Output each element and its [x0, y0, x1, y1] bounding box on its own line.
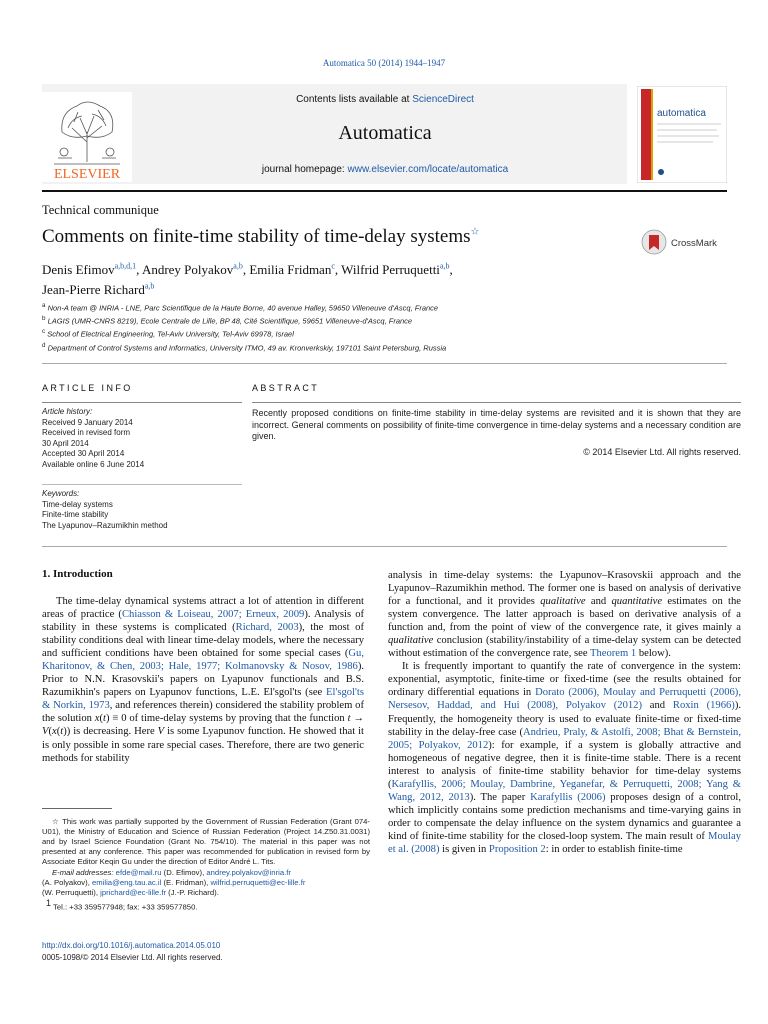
body-divider	[42, 546, 727, 547]
author-affiliation-marks[interactable]: c	[331, 262, 335, 271]
affiliation: $^c$ School of Electrical Engineering, Tel-Aviv University, Tel-Aviv 69978, Israel	[42, 328, 294, 339]
author[interactable]: Denis Efimov$^{a,b,d,1}$,	[42, 262, 142, 278]
homepage-line	[150, 164, 620, 175]
funding-footnote: ☆ This work was partially supported by the Government of Russian Federation (Grant 074-U01), the Ministry of Education and Science of Russian Federation (Project 14.Z50.31.0031) and by Israel Science Foundation (Grant No. 754/10). The material in this paper was not presented at any conference. This paper was recommended for publication in revised form by Associate Editor Keqin Gu under the direction of Editor André L. Tits.	[42, 817, 370, 866]
footnote-rule	[42, 808, 112, 809]
head-divider	[42, 363, 727, 364]
abstract-heading: ABSTRACT	[252, 383, 320, 393]
history-item: 30 April 2014	[42, 438, 89, 448]
sciencedirect-link[interactable]: ScienceDirect	[412, 94, 474, 105]
crossmark-label: CrossMark	[671, 238, 717, 249]
footnotes	[42, 817, 370, 913]
title-footnote-mark[interactable]: ☆	[470, 226, 480, 238]
article-title	[42, 226, 479, 248]
history-item: Received in revised form	[42, 428, 131, 437]
affiliation: $^d$ Department of Control Systems and Informatics, University ITMO, 49 av. Kronverkskiy, 197101 Saint Petersburg, Russia	[42, 342, 447, 353]
affiliation: $^a$ Non-A team @ INRIA - LNE, Parc Scientifique de la Haute Borne, 40 avenue Halley, 59650 Villeneuve d'Ascq, France	[42, 302, 439, 313]
author[interactable]: Andrey Polyakov$^{a,b}$,	[141, 262, 250, 278]
section-heading: 1. Introduction	[42, 568, 113, 580]
keyword: Finite-time stability	[42, 510, 109, 519]
article-info-rule	[42, 402, 242, 403]
history-item: Available online 6 June 2014	[42, 459, 145, 469]
abstract-text: Recently proposed conditions on finite-time stability in time-delay systems are revisited and it is shown that they are incorrect. General comments on possibility of finite-time convergence in time-delay systems and a necessary condition are given.	[252, 408, 741, 441]
author[interactable]: Emilia Fridman$^c$,	[249, 262, 342, 278]
email-link[interactable]: efde@mail.ru	[115, 868, 162, 877]
homepage-link[interactable]: www.elsevier.com/locate/automatica	[347, 164, 509, 175]
author-list	[42, 259, 602, 298]
doi-link[interactable]: http://dx.doi.org/10.1016/j.automatica.2014.05.010	[42, 941, 221, 950]
issn-line: 0005-1098/© 2014 Elsevier Ltd. All rights reserved.	[42, 953, 223, 962]
journal-citation-link[interactable]: Automatica 50 (2014) 1944–1947	[322, 58, 446, 68]
article-type: Technical communique	[42, 203, 159, 217]
email-link[interactable]: wilfrid.perruquetti@ec-lille.fr	[210, 878, 306, 887]
article-title-text: Comments on finite-time stability of time-delay systems	[42, 226, 471, 247]
keyword: Time-delay systems	[42, 499, 113, 509]
keywords	[42, 489, 242, 531]
author-affiliation-marks[interactable]: a,b,d,1	[114, 262, 137, 271]
keywords-rule	[42, 484, 242, 485]
email-link[interactable]: jprichard@ec-lille.fr	[100, 888, 167, 897]
author-affiliation-marks[interactable]: a,b	[144, 281, 155, 291]
abstract-rule	[252, 402, 741, 403]
tel-footnote: $^1$ Tel.: +33 359577948; fax: +33 359577850.	[46, 898, 198, 912]
body-column-left: The time-delay dynamical systems attract a lot of attention in different areas of practice (Chiasson & Loiseau, 2007; Erneux, 2009). Analysis of stability in these systems is complicated (Richard, 2003), the most of stability conditions deal with linear time-delay models, where the necessary and sufficient conditions have been obtained for some special cases (Gu, Kharitonov, & Chen, 2003; Hale, 1977; Kolmanovsky & Nosov, 1986). Prior to N.N. Krasovskii's papers on Lyapunov functionals and B.S. Razumikhin's papers on Lyapunov functions, L.E. El'sgol'ts (see El'sgol'ts & Norkin, 1973, and references therein) considered the stability problem of the solution x(t) ≡ 0 of time-delay systems by proving that the function t → V(x(t)) is decreasing. Here V is some Lyapunov function. He showed that it is only possible in some rare special cases. Therefore, there are two generic methods for stability	[42, 596, 365, 764]
author-affiliation-marks[interactable]: a,b	[439, 262, 450, 271]
journal-name: Automatica	[338, 122, 432, 144]
contents-prefix: Contents lists available at	[296, 94, 413, 105]
cover-title: automatica	[657, 108, 706, 119]
body-column-right: analysis in time-delay systems: the Lyapunov–Krasovskii approach and the Lyapunov–Razumikhin method. The former one is based on analysis of derivative for a functional, and it provides qualitative and quantitative estimates on the system convergence. The latter approach is based on derivative analysis of a function and, from the point of view of the convergence rate, it gives mainly a qualitative conclusion (stability/instability of a time-delay system can be detected without estimation of the convergence rate, see Theorem 1 below). It is frequently important to quantify the rate of convergence in the system: exponential, asymptotic, finite-time or fixed-time (see the results obtained for ordinary differential equations in Dorato (2006), Moulay and Perruquetti (2006), Nersesov, Haddad, and Hui (2008), Polyakov (2012) and Roxin (1966)). Frequently, the homogeneity theory is used to evaluate finite-time or fixed-time stability in the delay-free case (Andrieu, Praly, & Astolfi, 2008; Bhat & Bernstein, 2005; Polyakov, 2012): for example, if a system is globally attractive and homogeneous of negative degree, then it is finite-time stable. There is a recent interest to analysis of finite-time stability behavior for time-delay systems (Karafyllis, 2006; Moulay, Dambrine, Yeganefar, & Perruquetti, 2008; Yang & Wang, 2012, 2013). The paper Karafyllis (2006) proposes design of a control, which implicitly contains some prediction mechanisms and time-varying gains in order to compensate the delay influence on the system dynamics and guarantee a kind of finite-time stability for the closed-loop system. The main result of Moulay et al. (2008) is given in Proposition 2: in order to establish finite-time	[388, 570, 742, 855]
keywords-label: Keywords:	[42, 489, 80, 498]
contents-line	[150, 94, 620, 105]
elsevier-tree-logo	[42, 92, 132, 182]
header-divider	[42, 190, 727, 192]
author[interactable]: Wilfrid Perruquetti$^{a,b}$,	[341, 262, 453, 278]
history-item: Accepted 30 April 2014	[42, 449, 125, 458]
email-footnote: E-mail addresses: efde@mail.ru (D. Efimov), andrey.polyakov@inria.fr (A. Polyakov), emilia@eng.tau.ac.il (E. Fridman), wilfrid.perruquetti@ec-lille.fr (W. Perruquetti), jprichard@ec-lille.fr (J.-P. Richard).	[42, 868, 306, 897]
affiliation: $^b$ LAGIS (UMR-CNRS 8219), Ecole Centrale de Lille, BP 48, Cité Scientifique, 59651 Villeneuve-d'Ascq, France	[42, 315, 413, 326]
history-item: Received 9 January 2014	[42, 417, 133, 427]
author-affiliation-marks[interactable]: a,b	[233, 262, 243, 271]
homepage-prefix: journal homepage:	[261, 164, 348, 175]
email-link[interactable]: emilia@eng.tau.ac.il	[91, 878, 162, 887]
journal-cover-thumbnail	[637, 86, 727, 183]
page-footer	[42, 940, 223, 964]
author[interactable]: Jean-Pierre Richard$^{a,b}$	[42, 281, 155, 297]
article-info-heading: ARTICLE INFO	[42, 383, 133, 393]
abstract-copyright: © 2014 Elsevier Ltd. All rights reserved.	[583, 447, 741, 457]
keyword: The Lyapunov–Razumikhin method	[42, 520, 168, 530]
journal-citation[interactable]	[0, 58, 768, 68]
email-link[interactable]: andrey.polyakov@inria.fr	[206, 868, 291, 877]
article-history	[42, 407, 242, 470]
elsevier-wordmark: ELSEVIER	[53, 167, 121, 182]
crossmark-badge[interactable]	[641, 229, 733, 255]
history-label: Article history:	[42, 407, 93, 416]
